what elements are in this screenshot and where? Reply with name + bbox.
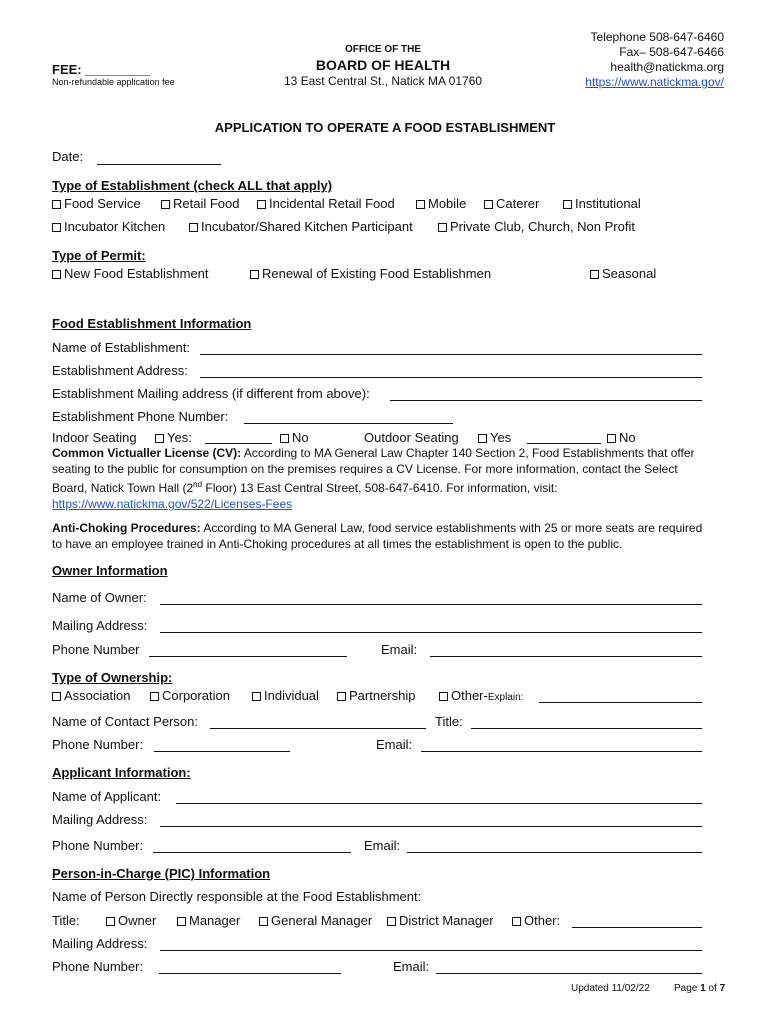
contact-person-field[interactable]	[210, 728, 426, 729]
website-link[interactable]: https://www.natickma.gov/	[585, 75, 724, 89]
date-label: Date:	[52, 149, 84, 164]
indoor-seats-field[interactable]	[205, 443, 272, 444]
cb-incubator-kitchen[interactable]: Incubator Kitchen	[52, 219, 165, 234]
owner-email-label: Email:	[381, 642, 418, 657]
establishment-phone-field[interactable]	[244, 423, 453, 424]
establishment-name-label: Name of Establishment:	[52, 340, 191, 355]
checkbox-icon	[189, 223, 198, 232]
ownership-heading: Type of Ownership:	[52, 670, 173, 685]
pic-heading: Person-in-Charge (PIC) Information	[52, 866, 271, 881]
owner-mailing-field[interactable]	[160, 632, 702, 633]
applicant-name-label: Name of Applicant:	[52, 789, 162, 804]
contact-phone-field[interactable]	[154, 751, 290, 752]
fax: Fax– 508-647-6466	[619, 45, 724, 59]
ownership-explain-field[interactable]	[539, 702, 702, 703]
updated-date: Updated 11/02/22	[571, 983, 650, 994]
office-label: OFFICE OF THE	[344, 44, 422, 55]
checkbox-icon	[337, 692, 346, 701]
checkbox-icon	[484, 200, 493, 209]
cb-pic-owner[interactable]: Owner	[106, 913, 156, 928]
establishment-type-heading: Type of Establishment (check ALL that apply)	[52, 178, 333, 193]
cb-new-establishment[interactable]: New Food Establishment	[52, 266, 209, 281]
applicant-mailing-label: Mailing Address:	[52, 812, 148, 827]
owner-name-label: Name of Owner:	[52, 590, 147, 605]
board-address: 13 East Central St., Natick MA 01760	[283, 74, 483, 88]
cb-retail-food[interactable]: Retail Food	[161, 196, 239, 211]
licenses-fees-link[interactable]: https://www.natickma.gov/522/Licenses-Fees	[52, 497, 293, 511]
pic-email-field[interactable]	[436, 973, 702, 974]
checkbox-icon	[252, 692, 261, 701]
food-info-heading: Food Establishment Information	[52, 316, 252, 331]
establishment-address-label: Establishment Address:	[52, 363, 188, 378]
date-field[interactable]	[97, 164, 221, 165]
cb-other-ownership[interactable]: Other-Explain:	[439, 688, 523, 703]
checkbox-icon	[259, 917, 268, 926]
pic-mailing-label: Mailing Address:	[52, 936, 148, 951]
fee-label: FEE: _________	[52, 62, 151, 77]
pic-title-label: Title:	[52, 913, 80, 928]
applicant-phone-label: Phone Number:	[52, 838, 144, 853]
owner-phone-field[interactable]	[149, 656, 347, 657]
outdoor-seating-label: Outdoor Seating	[364, 430, 459, 445]
owner-heading: Owner Information	[52, 563, 168, 578]
cb-private-club[interactable]: Private Club, Church, Non Profit	[438, 219, 635, 234]
checkbox-icon	[52, 223, 61, 232]
checkbox-icon	[438, 223, 447, 232]
checkbox-icon	[52, 692, 61, 701]
cb-incidental-retail[interactable]: Incidental Retail Food	[257, 196, 395, 211]
permit-type-heading: Type of Permit:	[52, 248, 146, 263]
checkbox-icon	[416, 200, 425, 209]
contact-email-label: Email:	[376, 737, 413, 752]
mailing-address-label: Establishment Mailing address (if different from above):	[52, 386, 370, 401]
cb-pic-other[interactable]: Other:	[512, 913, 560, 928]
contact-title-label: Title:	[435, 714, 463, 729]
pic-mailing-field[interactable]	[160, 950, 702, 951]
applicant-phone-field[interactable]	[153, 852, 351, 853]
checkbox-icon	[257, 200, 266, 209]
establishment-phone-label: Establishment Phone Number:	[52, 409, 229, 424]
cb-mobile[interactable]: Mobile	[416, 196, 466, 211]
fee-note: Non-refundable application fee	[52, 77, 175, 87]
applicant-mailing-field[interactable]	[160, 826, 702, 827]
anti-choking-paragraph: Anti-Choking Procedures: According to MA General Law, food service establishments with 25 or more seats are required to have an employee trained in Anti-Choking procedures at all times the establishment is open to the public.	[52, 521, 703, 551]
checkbox-icon	[250, 270, 259, 279]
applicant-name-field[interactable]	[176, 803, 702, 804]
cb-individual[interactable]: Individual	[252, 688, 319, 703]
owner-phone-label: Phone Number	[52, 642, 140, 657]
cb-association[interactable]: Association	[52, 688, 130, 703]
checkbox-icon	[52, 200, 61, 209]
contact-email: health@natickma.org	[610, 60, 724, 74]
checkbox-icon	[155, 434, 164, 443]
contact-phone-label: Phone Number:	[52, 737, 144, 752]
checkbox-icon	[280, 434, 289, 443]
owner-mailing-label: Mailing Address:	[52, 618, 148, 633]
cb-pic-general-manager[interactable]: General Manager	[259, 913, 372, 928]
cb-outdoor-yes[interactable]: Yes	[478, 430, 511, 445]
checkbox-icon	[387, 917, 396, 926]
form-title: APPLICATION TO OPERATE A FOOD ESTABLISHMENT	[214, 120, 556, 135]
cb-seasonal[interactable]: Seasonal	[590, 266, 656, 281]
cb-corporation[interactable]: Corporation	[150, 688, 230, 703]
cb-outdoor-no[interactable]: No	[607, 430, 636, 445]
cb-renewal[interactable]: Renewal of Existing Food Establishmen	[250, 266, 491, 281]
cb-indoor-no[interactable]: No	[280, 430, 309, 445]
checkbox-icon	[512, 917, 521, 926]
cb-indoor-yes[interactable]: Yes:	[155, 430, 192, 445]
checkbox-icon	[590, 270, 599, 279]
checkbox-icon	[439, 692, 448, 701]
contact-email-field[interactable]	[421, 751, 702, 752]
cb-incubator-participant[interactable]: Incubator/Shared Kitchen Participant	[189, 219, 413, 234]
pic-other-field[interactable]	[572, 927, 702, 928]
applicant-heading: Applicant Information:	[52, 765, 191, 780]
checkbox-icon	[607, 434, 616, 443]
cb-pic-manager[interactable]: Manager	[177, 913, 240, 928]
checkbox-icon	[106, 917, 115, 926]
board-title: BOARD OF HEALTH	[315, 57, 451, 73]
cb-partnership[interactable]: Partnership	[337, 688, 415, 703]
indoor-seating-label: Indoor Seating	[52, 430, 137, 445]
pic-responsible-label: Name of Person Directly responsible at the Food Establishment:	[52, 889, 422, 904]
cb-food-service[interactable]: Food Service	[52, 196, 141, 211]
cb-pic-district-manager[interactable]: District Manager	[387, 913, 494, 928]
owner-name-field[interactable]	[160, 604, 702, 605]
checkbox-icon	[52, 270, 61, 279]
owner-email-field[interactable]	[430, 656, 702, 657]
cb-institutional[interactable]: Institutional	[563, 196, 641, 211]
cv-paragraph: Common Victualler License (CV): According to MA General Law Chapter 140 Section 2, Food Establishments that offer seating to the public for consumption on the premises requires a CV License. For more information, contact the Select Board, Natick Town Hall (2nd Floor) 13 East Central Street, 508-647-6410. For information, visit: https://www.natickma.gov/522/Licenses-Fees	[52, 446, 695, 511]
checkbox-icon	[563, 200, 572, 209]
pic-phone-field[interactable]	[159, 973, 341, 974]
telephone: Telephone 508-647-6460	[590, 30, 724, 44]
checkbox-icon	[161, 200, 170, 209]
pic-phone-label: Phone Number:	[52, 959, 144, 974]
establishment-address-field[interactable]	[200, 377, 702, 378]
applicant-email-label: Email:	[364, 838, 401, 853]
page-number: Page 1 of 7	[674, 983, 726, 994]
pic-email-label: Email:	[393, 959, 430, 974]
contact-title-field[interactable]	[471, 728, 702, 729]
mailing-address-field[interactable]	[390, 400, 702, 401]
cb-caterer[interactable]: Caterer	[484, 196, 539, 211]
contact-person-label: Name of Contact Person:	[52, 714, 198, 729]
establishment-name-field[interactable]	[200, 354, 702, 355]
checkbox-icon	[177, 917, 186, 926]
outdoor-seats-field[interactable]	[527, 443, 601, 444]
checkbox-icon	[478, 434, 487, 443]
applicant-email-field[interactable]	[407, 852, 702, 853]
checkbox-icon	[150, 692, 159, 701]
